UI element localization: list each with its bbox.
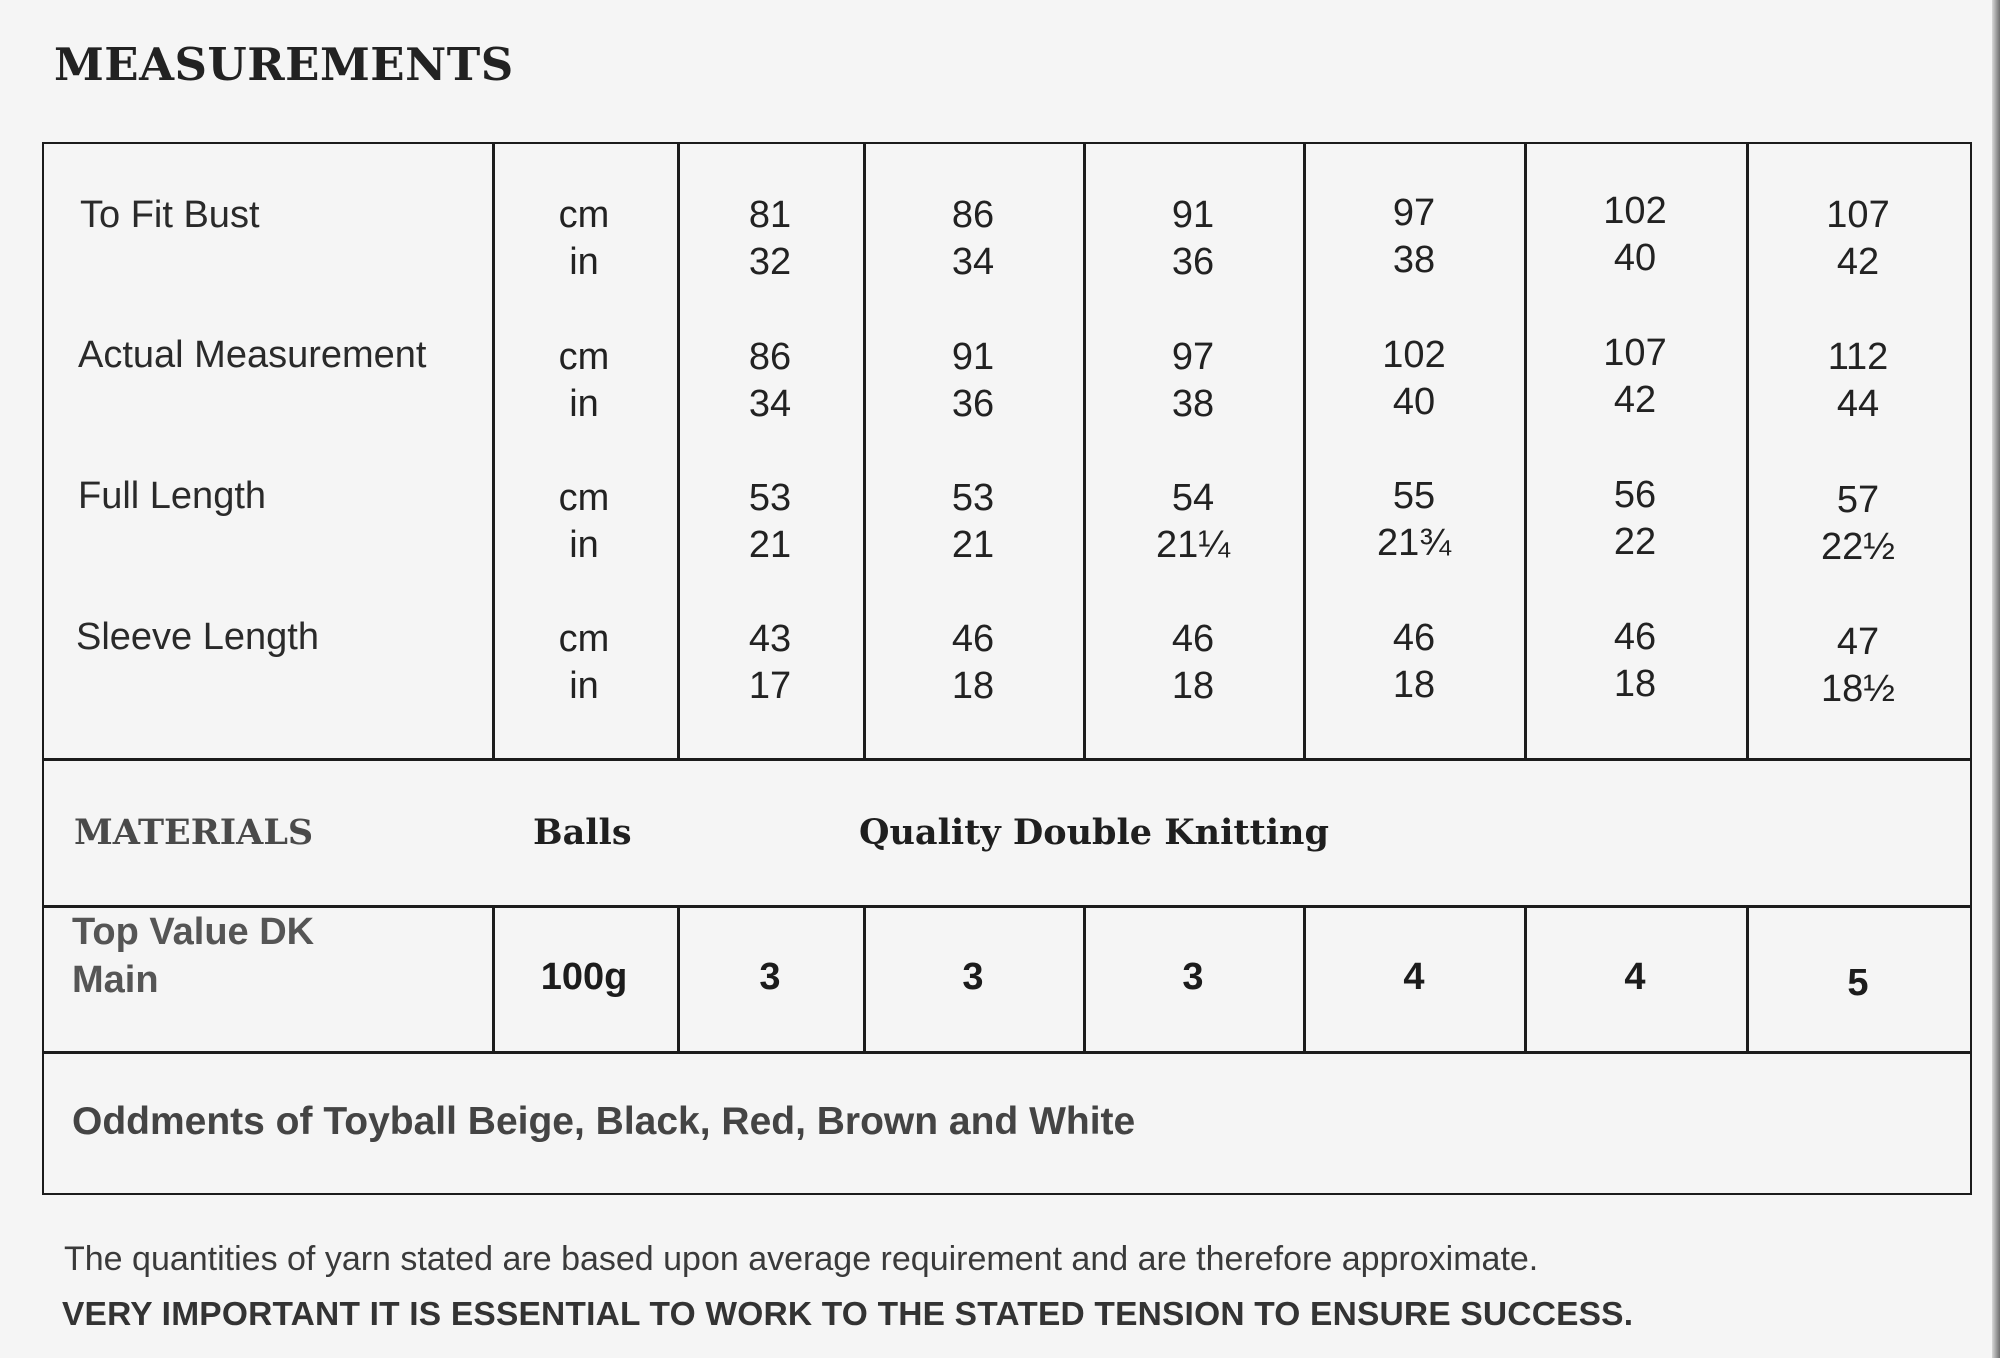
table-divider	[42, 905, 1972, 908]
unit-cell: cm in	[558, 336, 610, 425]
table-cell: 57 22½	[1821, 479, 1895, 568]
table-cell: 107 42	[1603, 332, 1667, 421]
table-cell: 46 18	[1392, 617, 1436, 706]
table-cell: 56 22	[1613, 474, 1657, 563]
table-cell: 46 18	[951, 618, 995, 707]
table-cell: 54 21¼	[1156, 477, 1230, 566]
balls-label: Balls	[533, 812, 632, 853]
table-cell: 97 38	[1171, 336, 1215, 425]
table-cell: 46 18	[1613, 616, 1657, 705]
yarn-quantity: 4	[1403, 956, 1425, 998]
table-cell: 86 34	[748, 336, 792, 425]
row-label-full-length: Full Length	[78, 475, 267, 517]
yarn-weight: 100g	[540, 956, 628, 998]
yarn-quantity: 5	[1847, 962, 1869, 1004]
table-cell: 46 18	[1171, 618, 1215, 707]
table-divider	[1303, 142, 1306, 759]
unit-cell: cm in	[558, 618, 610, 707]
table-cell: 102 40	[1603, 190, 1667, 279]
table-cell: 91 36	[1171, 194, 1215, 283]
table-divider	[1746, 905, 1749, 1053]
table-divider	[863, 905, 866, 1053]
table-cell: 43 17	[748, 618, 792, 707]
table-cell: 86 34	[951, 194, 995, 283]
table-cell: 107 42	[1826, 194, 1890, 283]
table-divider	[1083, 142, 1086, 759]
table-divider	[1746, 142, 1749, 759]
table-cell: 102 40	[1382, 334, 1446, 423]
row-label-sleeve-length: Sleeve Length	[76, 616, 319, 658]
materials-title: MATERIALS	[74, 812, 314, 853]
table-cell: 97 38	[1392, 192, 1436, 281]
table-cell: 53 21	[951, 477, 995, 566]
yarn-name: Top Value DK Main	[72, 911, 315, 1001]
table-cell: 47 18½	[1821, 621, 1895, 710]
table-divider	[42, 1051, 1972, 1054]
table-cell: 81 32	[748, 194, 792, 283]
table-divider	[1524, 142, 1527, 759]
oddments-note: Oddments of Toyball Beige, Black, Red, Brown and White	[72, 1100, 1136, 1143]
row-label-to-fit-bust: To Fit Bust	[80, 194, 260, 236]
yarn-quantity: 3	[1182, 956, 1204, 998]
table-divider	[1303, 905, 1306, 1053]
row-label-actual-measurement: Actual Measurement	[78, 334, 427, 376]
table-cell: 55 21¾	[1377, 475, 1451, 564]
table-cell: 112 44	[1827, 336, 1889, 425]
yarn-quantity: 3	[962, 956, 984, 998]
table-cell: 91 36	[951, 336, 995, 425]
yarn-quantity-note: The quantities of yarn stated are based upon average requirement and are therefore approximate.	[64, 1240, 1539, 1278]
table-divider	[1083, 905, 1086, 1053]
unit-cell: cm in	[558, 477, 610, 566]
page-title: MEASUREMENTS	[54, 38, 514, 91]
table-cell: 53 21	[748, 477, 792, 566]
tension-warning: VERY IMPORTANT IT IS ESSENTIAL TO WORK TO THE STATED TENSION TO ENSURE SUCCESS.	[62, 1296, 1634, 1333]
quality-label: Quality Double Knitting	[859, 812, 1329, 853]
page-edge-shadow	[1992, 0, 2000, 1358]
table-divider	[863, 142, 866, 759]
yarn-quantity: 3	[759, 956, 781, 998]
unit-cell: cm in	[558, 194, 610, 283]
table-divider	[1524, 905, 1527, 1053]
yarn-quantity: 4	[1624, 956, 1646, 998]
table-divider	[42, 758, 1972, 761]
